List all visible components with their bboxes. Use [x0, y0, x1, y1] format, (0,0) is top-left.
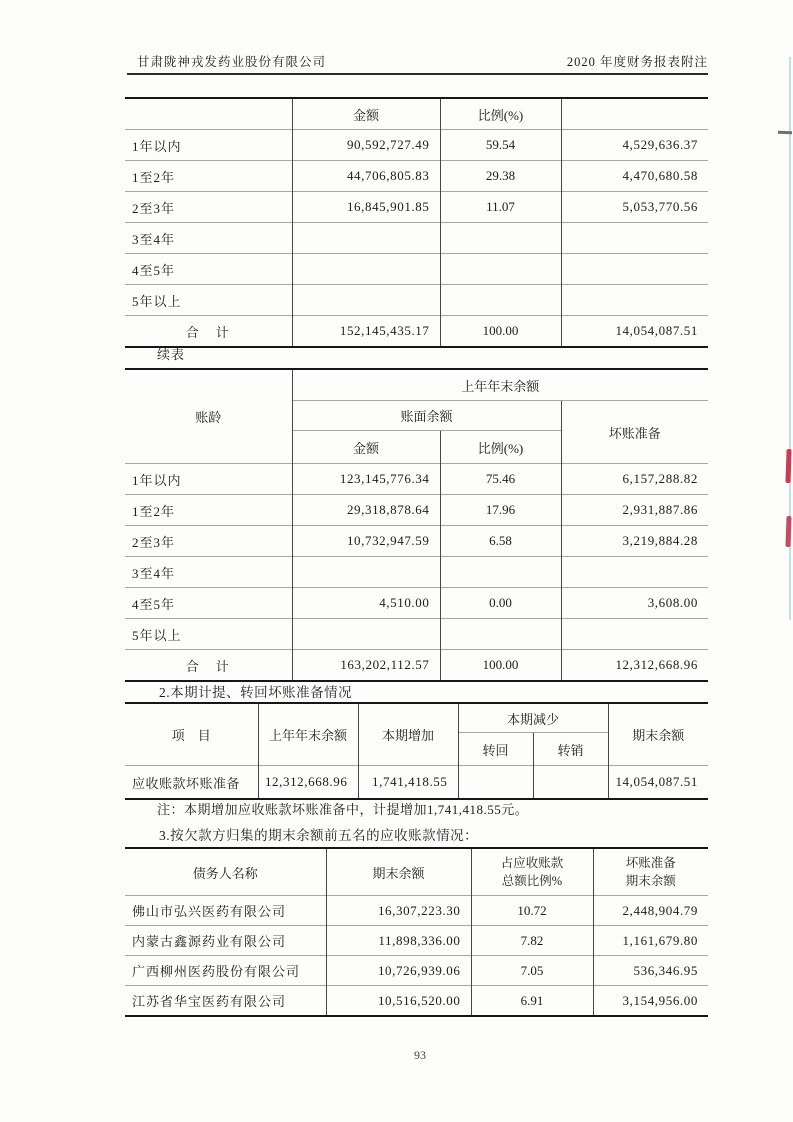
- aging-label-cell: 5年以上: [125, 619, 292, 650]
- provision-note: 注：本期增加应收账款坏账准备中，计提增加1,741,418.55元。: [157, 802, 529, 817]
- provision-change-table: [125, 702, 708, 800]
- aging-label-cell: 3至4年: [125, 557, 292, 588]
- prior-year-balance-cell: 12,312,668.96: [258, 766, 358, 800]
- aging-label-cell: 1至2年: [125, 161, 292, 192]
- header-ratio: [471, 848, 593, 896]
- table-row: [125, 896, 708, 926]
- table-row: [125, 926, 708, 956]
- provision-cell: 2,448,904.79: [593, 896, 708, 926]
- header-writeoff: 转销: [533, 733, 608, 766]
- ratio-cell: 29.38: [440, 161, 561, 192]
- provision-cell: [561, 285, 708, 316]
- aging-label-cell: 1年以内: [125, 464, 292, 495]
- provision-cell: [561, 254, 708, 285]
- ratio-cell: 100.00: [440, 650, 561, 682]
- header-ending-balance: 期末余额: [326, 848, 471, 896]
- provision-cell: [561, 619, 708, 650]
- amount-cell: [292, 223, 440, 254]
- header-increase: 本期增加: [358, 703, 458, 766]
- table-row: [125, 254, 708, 285]
- amount-cell: 152,145,435.17: [292, 316, 440, 348]
- header-prior-year-balance: 上年年末余额: [258, 703, 358, 766]
- aging-label-cell: 4至5年: [125, 254, 292, 285]
- ratio-cell: 59.54: [440, 130, 561, 161]
- ratio-cell: [440, 619, 561, 650]
- ratio-cell: 0.00: [440, 588, 561, 619]
- ending-balance-cell: 14,054,087.51: [608, 766, 708, 800]
- aging-label-cell: 1年以内: [125, 130, 292, 161]
- scan-smudge: [778, 131, 792, 134]
- table-row: [125, 588, 708, 619]
- provision-cell: 4,529,636.37: [561, 130, 708, 161]
- table-total-row: [125, 316, 708, 348]
- header-empty-cell: [561, 98, 708, 130]
- table-total-row: [125, 650, 708, 682]
- provision-cell: 4,470,680.58: [561, 161, 708, 192]
- header-amount: 金额: [292, 98, 440, 130]
- table-row: [125, 161, 708, 192]
- header-debtor: 债务人名称: [192, 865, 258, 881]
- aging-table-prior-year: [125, 368, 708, 682]
- amount-cell: 10,732,947.59: [292, 526, 440, 557]
- amount-cell: 29,318,878.64: [292, 495, 440, 526]
- table-row: [125, 223, 708, 254]
- company-name: 甘肃陇神戎发药业股份有限公司: [137, 55, 327, 69]
- ratio-cell: 6.91: [471, 986, 593, 1017]
- table-header-row: [125, 98, 708, 130]
- header-ending-balance: 期末余额: [608, 703, 708, 766]
- amount-cell: 44,706,805.83: [292, 161, 440, 192]
- table-row: [125, 495, 708, 526]
- document-title: 2020 年度财务报表附注: [566, 55, 708, 69]
- header-ratio: 比例(%): [440, 98, 561, 130]
- table-row: [125, 956, 708, 986]
- header-provision: [593, 848, 708, 896]
- header-prior-year-balance: 上年年末余额: [292, 369, 708, 401]
- table-row: [125, 130, 708, 161]
- aging-label-cell: 2至3年: [125, 526, 292, 557]
- ending-balance-cell: 16,307,223.30: [326, 896, 471, 926]
- table-row: [125, 526, 708, 557]
- header-item: 项 目: [171, 728, 211, 743]
- provision-cell: 14,054,087.51: [561, 316, 708, 348]
- header-amount: 金额: [292, 431, 440, 464]
- debtor-name-cell: 内蒙古鑫源药业有限公司: [125, 926, 326, 956]
- table-header-row: [125, 703, 708, 733]
- table-row: [125, 557, 708, 588]
- aging-label-cell: 3至4年: [125, 223, 292, 254]
- ratio-cell: 100.00: [440, 316, 561, 348]
- aging-label-cell: 4至5年: [125, 588, 292, 619]
- section2-title: 2.本期计提、转回坏账准备情况: [159, 685, 353, 700]
- reversal-cell: [458, 766, 533, 800]
- provision-cell: [561, 557, 708, 588]
- table-row: [125, 619, 708, 650]
- ratio-cell: [440, 223, 561, 254]
- ending-balance-cell: 10,726,939.06: [326, 956, 471, 986]
- ratio-cell: 7.05: [471, 956, 593, 986]
- amount-cell: [292, 557, 440, 588]
- table-row: [125, 464, 708, 495]
- header-ratio: 比例(%): [440, 431, 561, 464]
- table-header-row: [125, 369, 708, 401]
- table-row: [125, 192, 708, 223]
- amount-cell: 90,592,727.49: [292, 130, 440, 161]
- header-decrease: 本期减少: [458, 703, 608, 733]
- header-rule: [127, 73, 708, 75]
- ending-balance-cell: 11,898,336.00: [326, 926, 471, 956]
- total-label-cell: 合 计: [125, 650, 292, 682]
- amount-cell: 4,510.00: [292, 588, 440, 619]
- ratio-cell: [440, 285, 561, 316]
- table-row: [125, 766, 708, 800]
- provision-cell: 3,154,956.00: [593, 986, 708, 1017]
- header-ratio-line1: 占应收账款: [500, 855, 564, 870]
- provision-cell: 5,053,770.56: [561, 192, 708, 223]
- total-label-cell: 合 计: [125, 316, 292, 348]
- provision-cell: [561, 223, 708, 254]
- table-row: [125, 986, 708, 1017]
- top5-debtors-table: [125, 847, 708, 1017]
- aging-label-cell: 2至3年: [125, 192, 292, 223]
- header-book-balance: 账面余额: [292, 401, 561, 431]
- ratio-cell: [440, 254, 561, 285]
- ratio-cell: 6.58: [440, 526, 561, 557]
- ratio-cell: 75.46: [440, 464, 561, 495]
- debtor-name-cell: 江苏省华宝医药有限公司: [125, 986, 326, 1017]
- header-reversal: 转回: [458, 733, 533, 766]
- debtor-name-cell: 广西柳州医药股份有限公司: [125, 956, 326, 986]
- ratio-cell: [440, 557, 561, 588]
- ratio-cell: 10.72: [471, 896, 593, 926]
- amount-cell: [292, 285, 440, 316]
- aging-label-cell: 1至2年: [125, 495, 292, 526]
- aging-table-current: [125, 97, 708, 348]
- header-empty-cell: [125, 98, 292, 130]
- provision-cell: 12,312,668.96: [561, 650, 708, 682]
- section3-title: 3.按欠款方归集的期末余额前五名的应收账款情况：: [159, 828, 479, 843]
- table-header-row: [125, 848, 708, 896]
- ratio-cell: 7.82: [471, 926, 593, 956]
- provision-cell: 1,161,679.80: [593, 926, 708, 956]
- provision-cell: 6,157,288.82: [561, 464, 708, 495]
- amount-cell: [292, 254, 440, 285]
- header-bad-debt-provision: 坏账准备: [561, 401, 708, 464]
- item-cell: 应收账款坏账准备: [125, 766, 258, 800]
- ratio-cell: 11.07: [440, 192, 561, 223]
- header-ratio-line2: 总额比例%: [501, 874, 563, 888]
- amount-cell: 163,202,112.57: [292, 650, 440, 682]
- ending-balance-cell: 10,516,520.00: [326, 986, 471, 1017]
- provision-cell: 2,931,887.86: [561, 495, 708, 526]
- ratio-cell: 17.96: [440, 495, 561, 526]
- writeoff-cell: [533, 766, 608, 800]
- header-aging: 账龄: [195, 410, 222, 425]
- amount-cell: 123,145,776.34: [292, 464, 440, 495]
- amount-cell: [292, 619, 440, 650]
- continued-table-label: 续表: [157, 347, 186, 362]
- amount-cell: 16,845,901.85: [292, 192, 440, 223]
- provision-cell: 3,608.00: [561, 588, 708, 619]
- provision-cell: 536,346.95: [593, 956, 708, 986]
- header-provision-line2: 期末余额: [625, 874, 676, 888]
- page-number: 93: [414, 1048, 426, 1062]
- debtor-name-cell: 佛山市弘兴医药有限公司: [125, 896, 326, 926]
- provision-cell: 3,219,884.28: [561, 526, 708, 557]
- increase-cell: 1,741,418.55: [358, 766, 458, 800]
- header-provision-line1: 坏账准备: [625, 855, 676, 870]
- aging-label-cell: 5年以上: [125, 285, 292, 316]
- table-row: [125, 285, 708, 316]
